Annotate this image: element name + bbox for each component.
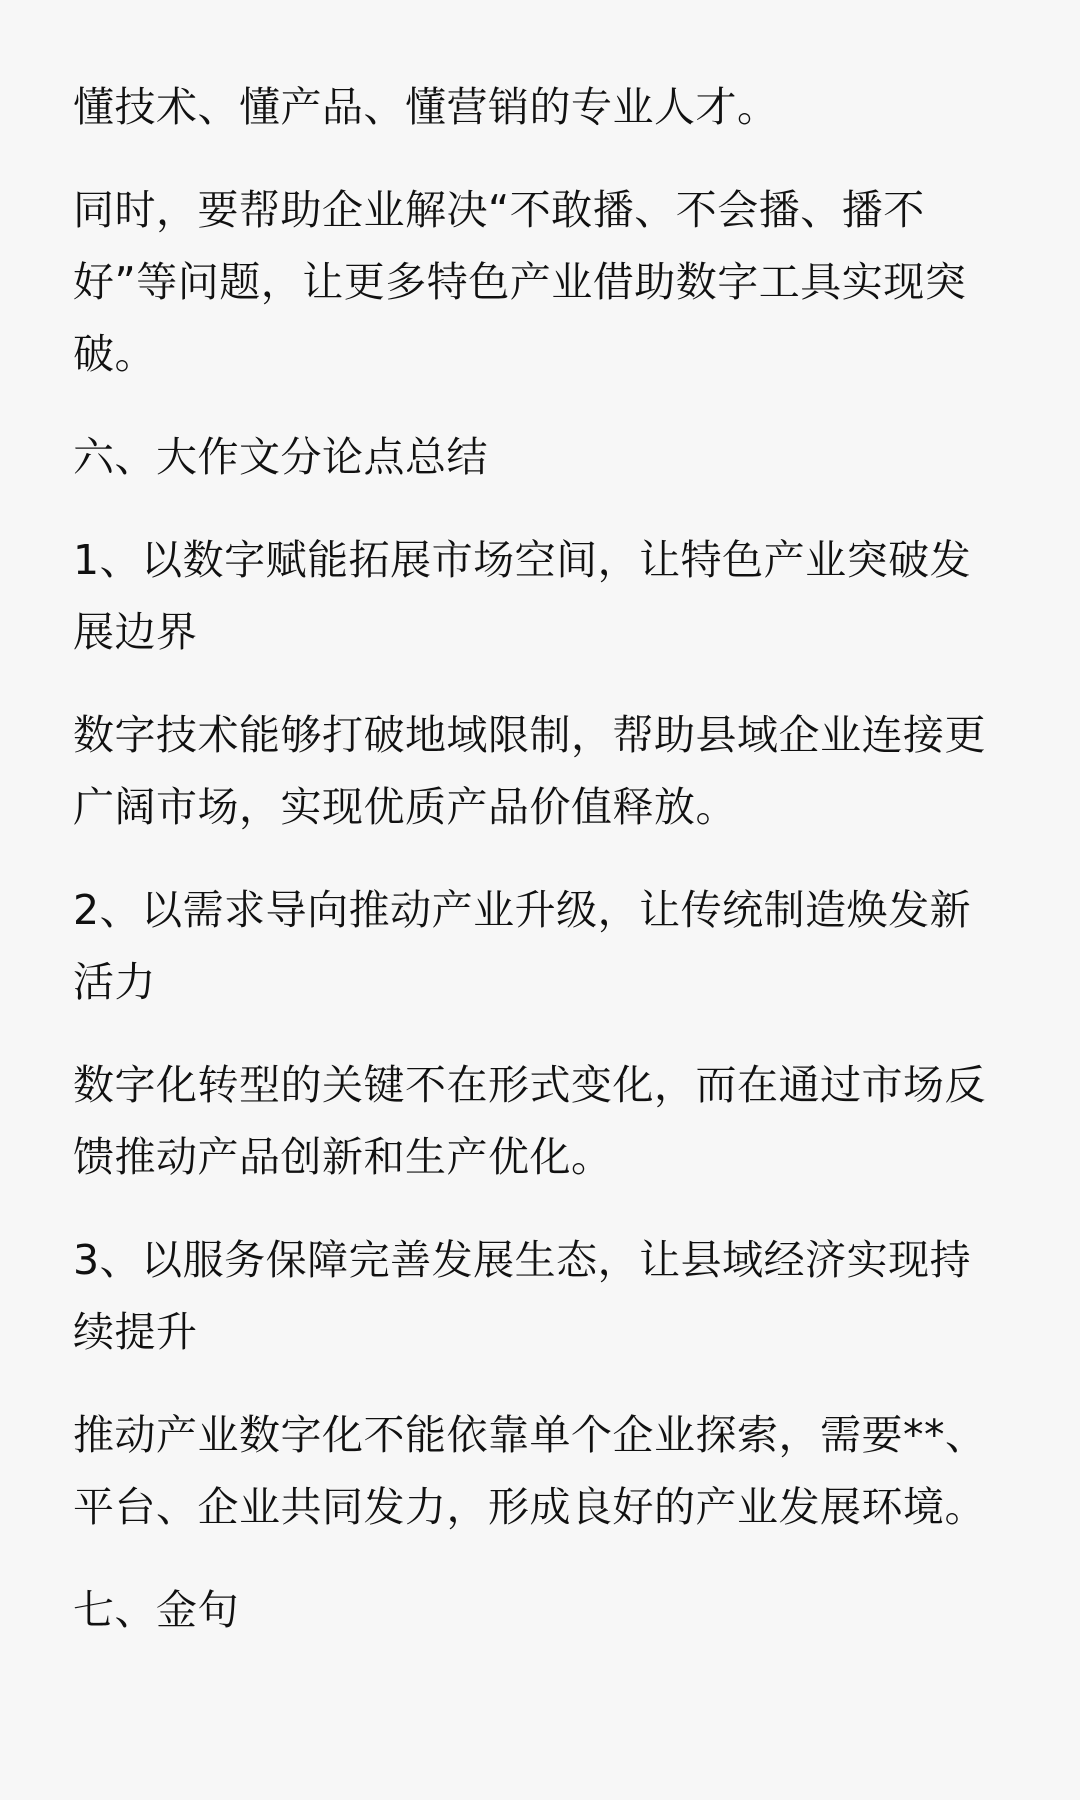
section-heading-summary: 六、大作文分论点总结 bbox=[73, 433, 488, 481]
point-body-3: 推动产业数字化不能依靠单个企业探索，需要**、平台、企业共同发力，形成良好的产业发展环境。 bbox=[73, 1411, 987, 1531]
paragraph-talent: 懂技术、懂产品、懂营销的专业人才。 bbox=[73, 83, 779, 131]
section-heading-quotes: 七、金句 bbox=[73, 1586, 239, 1634]
point-body-2: 数字化转型的关键不在形式变化，而在通过市场反馈推动产品创新和生产优化。 bbox=[73, 1061, 986, 1181]
point-heading-1: 1、以数字赋能拓展市场空间，让特色产业突破发展边界 bbox=[73, 536, 972, 656]
point-body-1: 数字技术能够打破地域限制，帮助县域企业连接更广阔市场，实现优质产品价值释放。 bbox=[73, 711, 986, 831]
point-heading-3: 3、以服务保障完善发展生态，让县域经济实现持续提升 bbox=[73, 1236, 972, 1356]
point-heading-2: 2、以需求导向推动产业升级，让传统制造焕发新活力 bbox=[73, 886, 972, 1006]
paragraph-livestream-problems: 同时，要帮助企业解决“不敢播、不会播、播不好”等问题，让更多特色产业借助数字工具实现突破。 bbox=[73, 186, 967, 378]
